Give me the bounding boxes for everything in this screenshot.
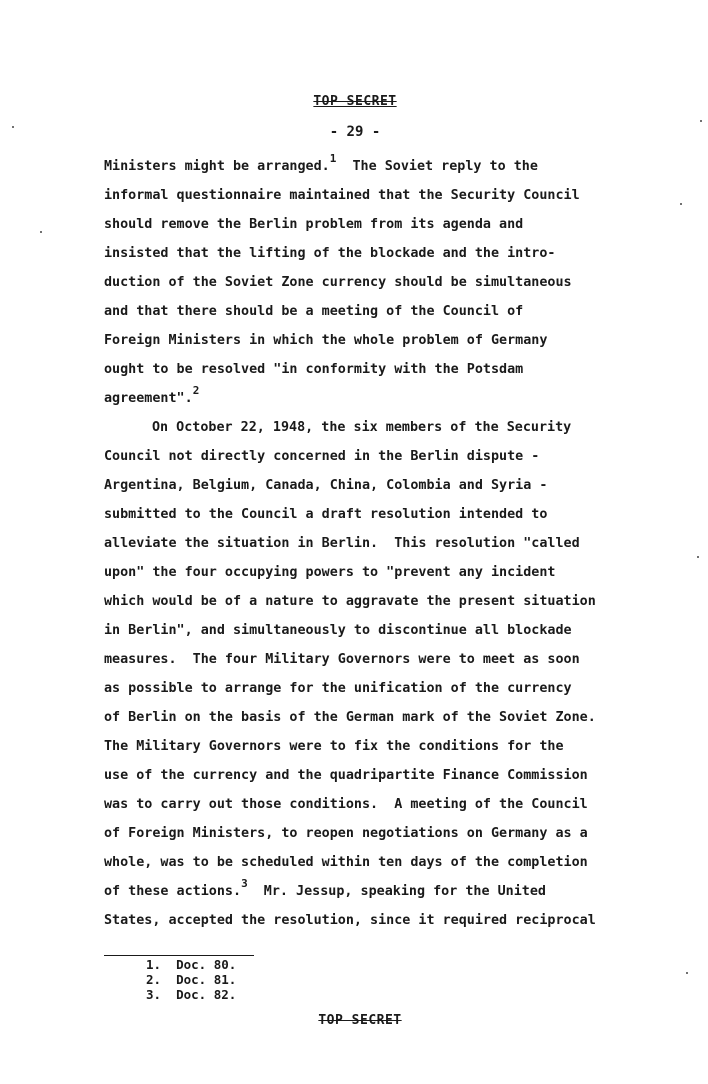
scan-speck xyxy=(40,231,42,233)
text-line xyxy=(104,819,664,848)
body-text xyxy=(104,152,664,935)
text-line xyxy=(104,529,664,558)
text-line xyxy=(104,471,664,500)
text-line-content: of these actions. xyxy=(104,884,242,899)
text-line xyxy=(104,645,664,674)
text-line xyxy=(104,732,664,761)
text-line-content: informal questionnaire maintained that the Security Council xyxy=(104,188,580,203)
scan-speck xyxy=(680,203,682,205)
text-line-content: insisted that the lifting of the blockade and the intro- xyxy=(104,246,556,261)
bottom-classification-marking: TOP SECRET xyxy=(318,1013,402,1028)
page-number: - 29 - xyxy=(329,124,381,140)
text-line-content: upon" the four occupying powers to "prevent any incident xyxy=(104,565,556,580)
footnote-reference: 1 xyxy=(329,151,337,165)
text-line xyxy=(104,326,664,355)
text-line xyxy=(104,761,664,790)
text-line xyxy=(104,674,664,703)
text-line xyxy=(104,790,664,819)
text-line-content: Foreign Ministers in which the whole problem of Germany xyxy=(104,333,548,348)
text-line-content: On October 22, 1948, the six members of the Security xyxy=(152,420,572,435)
text-line-content: States, accepted the resolution, since it required reciprocal xyxy=(104,913,596,928)
text-line-continuation: Mr. Jessup, speaking for the United xyxy=(247,884,546,899)
text-line-content: whole, was to be scheduled within ten days of the completion xyxy=(104,855,588,870)
text-line xyxy=(104,500,664,529)
footnote-3: 3. Doc. 82. xyxy=(146,987,237,1002)
text-line-content: in Berlin", and simultaneously to discontinue all blockade xyxy=(104,623,572,638)
text-line-content: Ministers might be arranged. xyxy=(104,159,330,174)
text-line-content: submitted to the Council a draft resolution intended to xyxy=(104,507,548,522)
text-line-continuation: The Soviet reply to the xyxy=(336,159,538,174)
footnote-divider xyxy=(104,955,254,956)
text-line-content: Argentina, Belgium, Canada, China, Colombia and Syria - xyxy=(104,478,548,493)
text-line xyxy=(104,210,664,239)
footnote-2: 2. Doc. 81. xyxy=(146,972,237,987)
text-line xyxy=(104,384,664,413)
footnote-reference: 2 xyxy=(192,383,200,397)
text-line-content: which would be of a nature to aggravate the present situation xyxy=(104,594,596,609)
text-line xyxy=(104,181,664,210)
text-line-content: use of the currency and the quadripartite Finance Commission xyxy=(104,768,588,783)
text-line-content: was to carry out those conditions. A meeting of the Council xyxy=(104,797,588,812)
text-line-content: as possible to arrange for the unification of the currency xyxy=(104,681,572,696)
text-line xyxy=(104,877,664,906)
text-line-content: alleviate the situation in Berlin. This resolution "called xyxy=(104,536,580,551)
footnote-1: 1. Doc. 80. xyxy=(146,957,237,972)
text-line-content: should remove the Berlin problem from its agenda and xyxy=(104,217,524,232)
text-line-content: agreement". xyxy=(104,391,193,406)
scan-speck xyxy=(700,120,702,122)
text-line xyxy=(104,152,664,181)
text-line-content: and that there should be a meeting of the Council of xyxy=(104,304,524,319)
text-line xyxy=(104,558,664,587)
text-line xyxy=(104,587,664,616)
footnote-reference: 3 xyxy=(241,876,248,890)
text-line-content: measures. The four Military Governors were to meet as soon xyxy=(104,652,580,667)
text-line-content: of Berlin on the basis of the German mark of the Soviet Zone. xyxy=(104,710,596,725)
text-line-content: duction of the Soviet Zone currency should be simultaneous xyxy=(104,275,572,290)
scan-speck xyxy=(12,126,14,128)
scan-speck xyxy=(686,972,688,974)
scan-speck xyxy=(697,556,699,558)
text-line-content: The Military Governors were to fix the conditions for the xyxy=(104,739,564,754)
top-classification-marking: TOP SECRET xyxy=(313,94,397,109)
text-line xyxy=(104,297,664,326)
text-line xyxy=(104,906,664,935)
text-line xyxy=(104,442,664,471)
text-line xyxy=(104,703,664,732)
text-line xyxy=(104,268,664,297)
text-line xyxy=(104,239,664,268)
text-line-content: Council not directly concerned in the Berlin dispute - xyxy=(104,449,540,464)
text-line-content: ought to be resolved "in conformity with the Potsdam xyxy=(104,362,524,377)
text-line xyxy=(104,616,664,645)
text-line xyxy=(104,355,664,384)
text-line-content: of Foreign Ministers, to reopen negotiations on Germany as a xyxy=(104,826,588,841)
text-line xyxy=(104,848,664,877)
footnotes xyxy=(146,957,236,1002)
text-line xyxy=(104,413,664,442)
